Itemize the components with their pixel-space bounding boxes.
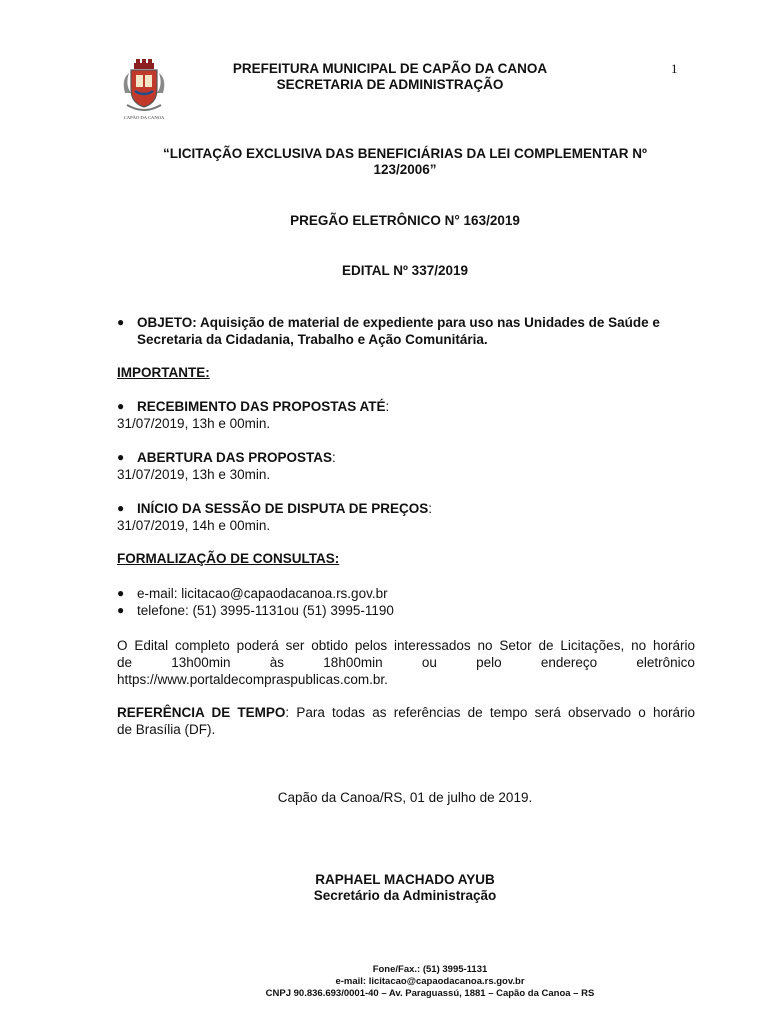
edital-info-line-3: https://www.portaldecompraspublicas.com.br.	[117, 672, 388, 687]
referencia-label: REFERÊNCIA DE TEMPO	[117, 705, 286, 720]
edital-info-word: pelo	[476, 655, 502, 670]
objeto-line-1: OBJETO: Aquisição de material de expediente para uso nas Unidades de Saúde e	[137, 315, 660, 330]
recebimento-item: ● RECEBIMENTO DAS PROPOSTAS ATÉ: 31/07/2019, 13h e 00min.	[117, 398, 695, 432]
edital-info-line-1: O Edital completo poderá ser obtido pelos interessados no Setor de Licitações, no horário	[117, 638, 695, 653]
signature-block	[110, 872, 700, 904]
referencia-paragraph	[117, 704, 695, 738]
edital-info-word: endereço	[540, 655, 598, 670]
edital-info-word: 18h00min	[323, 655, 383, 670]
bullet-icon: ●	[117, 501, 125, 515]
consultas-email: e-mail: licitacao@capaodacanoa.rs.gov.br	[137, 586, 388, 601]
edital-info-line-2	[117, 654, 695, 671]
recebimento-value: 31/07/2019, 13h e 00min.	[117, 416, 271, 431]
logo-caption: CAPÃO DA CANOA	[123, 115, 165, 120]
abertura-label: ABERTURA DAS PROPOSTAS	[137, 450, 333, 465]
disputa-value: 31/07/2019, 14h e 00min.	[117, 518, 271, 533]
referencia-text-1: : Para todas as referências de tempo será observado o horário	[285, 705, 695, 720]
bullet-icon: ●	[117, 450, 125, 464]
signature-role: Secretário da Administração	[313, 888, 497, 903]
edital-info-paragraph	[117, 637, 695, 688]
referencia-text-2: de Brasília (DF).	[117, 722, 216, 737]
edital-number: EDITAL Nº 337/2019	[342, 263, 468, 278]
edital-info-word: eletrônico	[636, 655, 695, 670]
title-line-1: “LICITAÇÃO EXCLUSIVA DAS BENEFICIÁRIAS DA LEI COMPLEMENTAR Nº	[163, 146, 647, 161]
objeto-item	[117, 314, 695, 348]
header-block	[190, 61, 590, 93]
consultas-list	[117, 585, 695, 619]
document-title	[110, 146, 700, 178]
abertura-item: ● ABERTURA DAS PROPOSTAS: 31/07/2019, 13h e 30min.	[117, 449, 695, 483]
edital-info-word: às	[269, 655, 285, 670]
consultas-phone: telefone: (51) 3995-1131ou (51) 3995-1190	[137, 603, 394, 618]
pregao-number: PREGÃO ELETRÔNICO N° 163/2019	[290, 213, 520, 228]
recebimento-label: RECEBIMENTO DAS PROPOSTAS ATÉ	[137, 399, 386, 414]
bullet-icon: ●	[117, 399, 125, 413]
edital-info-word: 13h00min	[171, 655, 231, 670]
footer-email: e-mail: licitacao@capaodacanoa.rs.gov.br	[335, 976, 525, 987]
importante-heading: IMPORTANTE:	[117, 365, 210, 380]
edital-info-word: ou	[421, 655, 437, 670]
footer-phone: Fone/Fax.: (51) 3995-1131	[372, 964, 488, 975]
municipal-coat-of-arms-icon	[119, 59, 169, 121]
abertura-value: 31/07/2019, 13h e 30min.	[117, 467, 271, 482]
footer	[110, 964, 750, 1000]
consultas-heading: FORMALIZAÇÃO DE CONSULTAS:	[117, 551, 340, 566]
page-number: 1	[671, 61, 678, 76]
disputa-label: INÍCIO DA SESSÃO DE DISPUTA DE PREÇOS	[137, 501, 429, 516]
date-place: Capão da Canoa/RS, 01 de julho de 2019.	[277, 790, 533, 805]
bullet-icon: ●	[117, 315, 125, 329]
bullet-icon: ●	[117, 586, 125, 600]
header-line-2: SECRETARIA DE ADMINISTRAÇÃO	[276, 77, 504, 92]
footer-address: CNPJ 90.836.693/0001-40 – Av. Paraguassú, 1881 – Capão da Canoa – RS	[265, 988, 595, 999]
title-line-2: 123/2006”	[373, 162, 437, 177]
edital-info-word: de	[117, 655, 133, 670]
objeto-line-2: Secretaria da Cidadania, Trabalho e Ação Comunitária.	[137, 332, 488, 347]
header-line-1: PREFEITURA MUNICIPAL DE CAPÃO DA CANOA	[232, 61, 548, 76]
disputa-item: ● INÍCIO DA SESSÃO DE DISPUTA DE PREÇOS: 31/07/2019, 14h e 00min.	[117, 500, 695, 534]
signature-name: RAPHAEL MACHADO AYUB	[315, 872, 495, 887]
bullet-icon: ●	[117, 603, 125, 617]
